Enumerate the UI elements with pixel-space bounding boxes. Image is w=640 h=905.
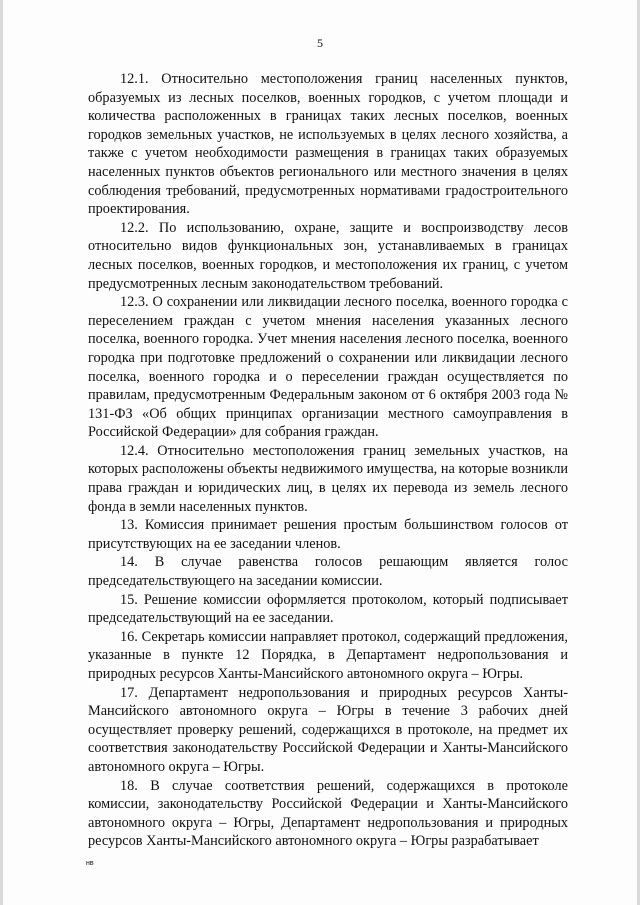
paragraph-13: 13. Комиссия принимает решения простым большинством голосов от присутствующих на ее заседании членов. [88, 517, 568, 552]
paragraph-15: 15. Решение комиссии оформляется протоколом, который подписывает председательствующий на ее заседании. [88, 591, 568, 627]
paragraph-12-3: 12.3. О сохранении или ликвидации лесного поселка, военного городка с переселением граждан с учетом мнения населения указанных лесного поселка, военного городка. Учет мнения населения лесного поселка, военного городка при подготовке предложений о сохранении или ликвидации лесного поселка, военного городка и о переселении граждан осуществляется по правилам, предусмотренным Федеральным законом от 6 октября 2003 года № 131-ФЗ «Об общих принципах организации местного самоуправления в Российской Федерации» для собрания граждан. [88, 294, 568, 441]
paragraph-12-1: 12.1. Относительно местоположения границ населенных пунктов, образуемых из лесных поселков, военных городков, с учетом площади и количества расположенных в границах таких лесных поселков, военных городков земельных участков, не используемых в целях лесного хозяйства, а также с учетом необходимости размещения в границах таких образуемых населенных пунктов объектов регионального или местного значения в целях соблюдения требований, предусмотренных нормативами градостроительного проектирования. [88, 71, 568, 218]
paragraph-12-2: 12.2. По использованию, охране, защите и воспроизводству лесов относительно видов функциональных зон, устанавливаемых в границах лесных поселков, военных городков, и местоположения их границ, с учетом предусмотренных лесным законодательством требований. [88, 219, 568, 292]
page-number: 5 [317, 36, 323, 50]
footer-initials: нв [86, 860, 94, 867]
scan-edge-left [0, 0, 3, 905]
paragraph-18: 18. В случае соответствия решений, содержащихся в протоколе комиссии, законодательству Российской Федерации и Ханты-Мансийского автономного округа – Югры, Департамент недропользования и природных ресурсов Ханты-Мансийского автономного округа – Югры разрабатывает [88, 777, 568, 850]
paragraph-12-4: 12.4. Относительно местоположения границ земельных участков, на которых расположены объекты недвижимого имущества, на которые возникли права граждан и юридических лиц, в целях их перевода из земель лесного фонда в земли населенных пунктов. [88, 442, 568, 515]
body-text [88, 70, 568, 851]
paragraph-16: 16. Секретарь комиссии направляет протокол, содержащий предложения, указанные в пункте 12 Порядка, в Департамент недропользования и природных ресурсов Ханты-Мансийского автономного округа – Югры. [88, 628, 568, 682]
paragraph-17: 17. Департамент недропользования и природных ресурсов Ханты-Мансийского автономного округа – Югры в течение 3 рабочих дней осуществляет проверку решений, содержащихся в протоколе, на предмет их соответствия законодательству Российской Федерации и Ханты-Мансийского автономного округа – Югры. [88, 684, 568, 775]
paragraph-14: 14. В случае равенства голосов решающим является голос председательствующего на заседании комиссии. [88, 554, 568, 590]
